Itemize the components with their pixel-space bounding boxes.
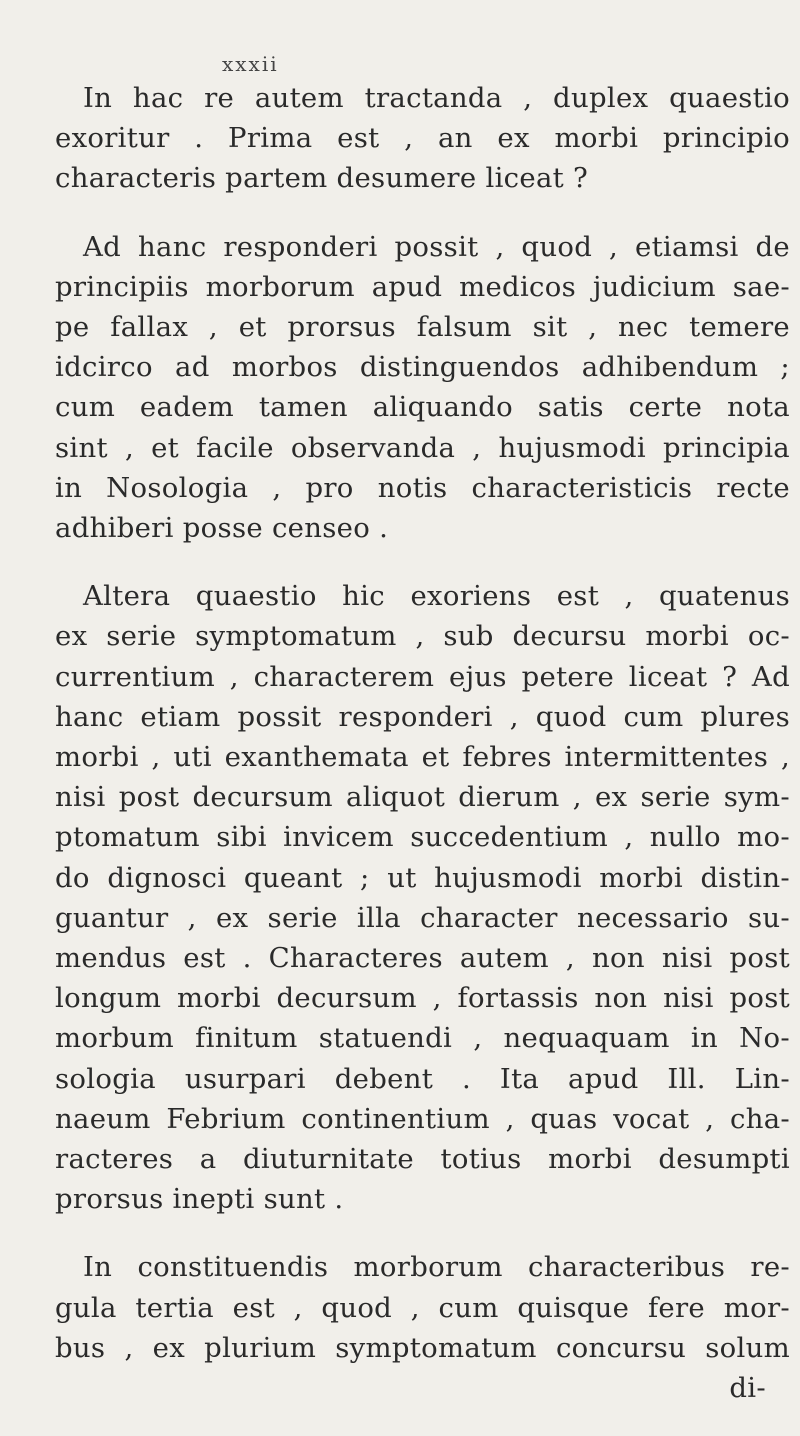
text-line: characteris partem desumere liceat ? xyxy=(55,162,589,195)
text-line: guantur , ex serie illa character necessario su- xyxy=(55,901,790,934)
text-line: nisi post decursum aliquot dierum , ex serie sym- xyxy=(55,781,790,814)
paragraph-2 xyxy=(55,227,790,549)
body-text xyxy=(55,78,790,1436)
text-line: do dignosci queant ; ut hujusmodi morbi distin- xyxy=(55,861,790,894)
text-line: hanc etiam possit responderi , quod cum plures xyxy=(55,700,790,733)
text-line: in Nosologia , pro notis characteristicis recte xyxy=(55,471,790,504)
text-line: exoritur . Prima est , an ex morbi principio xyxy=(55,122,790,155)
text-line: pe fallax , et prorsus falsum sit , nec temere xyxy=(55,311,790,344)
page-number: xxxii xyxy=(222,52,279,76)
text-line: sint , et facile observanda , hujusmodi principia xyxy=(55,431,790,464)
text-line: Ad hanc responderi possit , quod , etiamsi de xyxy=(83,230,790,263)
paragraph-3 xyxy=(55,576,790,1219)
text-line: ex serie symptomatum , sub decursu morbi oc- xyxy=(55,620,790,653)
text-line: currentium , characterem ejus petere liceat ? Ad xyxy=(55,660,790,693)
text-line: principiis morborum apud medicos judicium sae- xyxy=(55,270,790,303)
text-line: ptomatum sibi invicem succedentium , nullo mo- xyxy=(55,821,790,854)
text-line: prorsus inepti sunt . xyxy=(55,1183,344,1216)
text-line: idcirco ad morbos distinguendos adhibendum ; xyxy=(55,351,790,384)
text-line: naeum Febrium continentium , quas vocat , cha- xyxy=(55,1102,790,1135)
paragraph-1 xyxy=(55,78,790,199)
text-line: In constituendis morborum characteribus re- xyxy=(83,1251,790,1284)
text-line: morbi , uti exanthemata et febres intermittentes , xyxy=(55,741,790,774)
catchword: di- xyxy=(729,1372,766,1405)
text-line: cum eadem tamen aliquando satis certe nota xyxy=(55,391,790,424)
paragraph-4 xyxy=(55,1247,790,1408)
text-line: mendus est . Characteres autem , non nisi post xyxy=(55,942,790,975)
text-line: longum morbi decursum , fortassis non nisi post xyxy=(55,982,790,1015)
text-line: gula tertia est , quod , cum quisque fere mor- xyxy=(55,1291,790,1324)
text-line: adhiberi posse censeo . xyxy=(55,512,389,545)
text-line: bus , ex plurium symptomatum concursu solum xyxy=(55,1331,790,1364)
text-line: morbum finitum statuendi , nequaquam in No- xyxy=(55,1022,790,1055)
text-line: racteres a diuturnitate totius morbi desumpti xyxy=(55,1143,790,1176)
text-line: sologia usurpari debent . Ita apud Ill. Lin- xyxy=(55,1062,790,1095)
text-line: In hac re autem tractanda , duplex quaestio xyxy=(83,82,790,114)
text-line: Altera quaestio hic exoriens est , quatenus xyxy=(83,580,790,613)
